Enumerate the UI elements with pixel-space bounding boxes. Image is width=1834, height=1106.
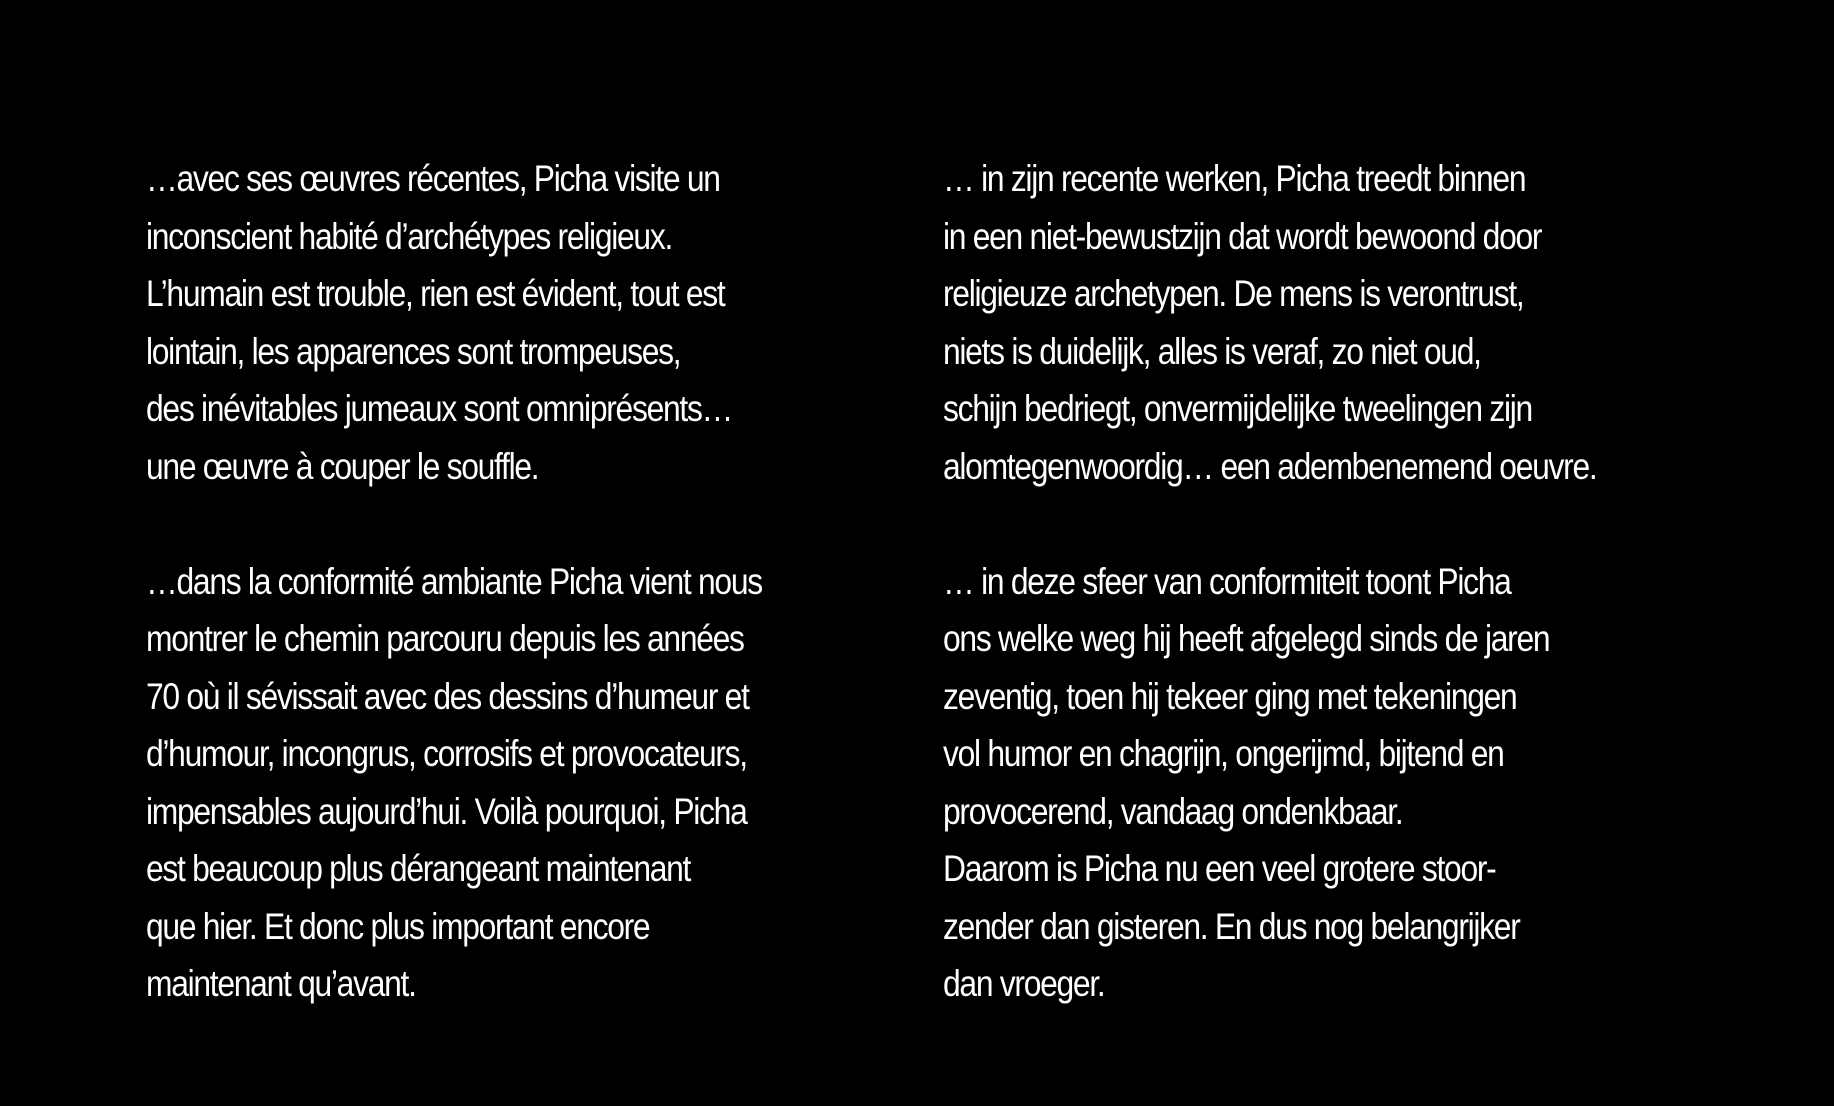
text-line: religieuze archetypen. De mens is verontrust,	[943, 273, 1524, 314]
dutch-text-column	[943, 150, 1596, 1070]
text-line: in een niet-bewustzijn dat wordt bewoond door	[943, 215, 1542, 257]
dutch-paragraph-1	[943, 150, 1596, 495]
text-line: schijn bedriegt, onvermijdelijke tweelingen zijn	[943, 388, 1532, 429]
text-line: ons welke weg hij heeft afgelegd sinds de jaren	[943, 618, 1550, 659]
text-line: d’humour, incongrus, corrosifs et provocateurs,	[146, 733, 747, 774]
text-line: inconscient habité d’archétypes religieux.	[146, 215, 672, 257]
text-line: 70 où il sévissait avec des dessins d’humeur et	[146, 675, 749, 717]
text-line: …avec ses œuvres récentes, Picha visite un	[146, 158, 720, 199]
text-line: lointain, les apparences sont trompeuses,	[146, 330, 681, 372]
text-line: … in deze sfeer van conformiteit toont Picha	[943, 560, 1511, 602]
text-line: est beaucoup plus dérangeant maintenant	[146, 848, 691, 889]
text-line: zeventig, toen hij tekeer ging met tekeningen	[943, 675, 1517, 717]
text-line: zender dan gisteren. En dus nog belangrijker	[943, 905, 1520, 947]
text-line: impensables aujourd’hui. Voilà pourquoi, Picha	[146, 790, 747, 832]
text-line: alomtegenwoordig… een adembenemend oeuvre.	[943, 445, 1597, 487]
french-text-column	[146, 150, 762, 1070]
text-line: maintenant qu’avant.	[146, 963, 416, 1004]
text-line: dan vroeger.	[943, 963, 1105, 1004]
text-line: Daarom is Picha nu een veel grotere stoor-	[943, 848, 1496, 889]
french-paragraph-2	[146, 553, 762, 1013]
dutch-paragraph-2	[943, 553, 1596, 1013]
text-line: que hier. Et donc plus important encore	[146, 905, 650, 947]
text-line: … in zijn recente werken, Picha treedt binnen	[943, 158, 1526, 199]
text-line: vol humor en chagrijn, ongerijmd, bijtend en	[943, 733, 1504, 774]
text-line: provocerend, vandaag ondenkbaar.	[943, 790, 1403, 832]
text-line: niets is duidelijk, alles is veraf, zo niet oud,	[943, 330, 1481, 372]
text-line: montrer le chemin parcouru depuis les années	[146, 618, 744, 659]
french-paragraph-1	[146, 150, 762, 495]
text-line: une œuvre à couper le souffle.	[146, 445, 539, 487]
text-line: des inévitables jumeaux sont omniprésents…	[146, 388, 733, 429]
text-line: …dans la conformité ambiante Picha vient nous	[146, 560, 762, 602]
text-line: L’humain est trouble, rien est évident, tout est	[146, 273, 725, 314]
